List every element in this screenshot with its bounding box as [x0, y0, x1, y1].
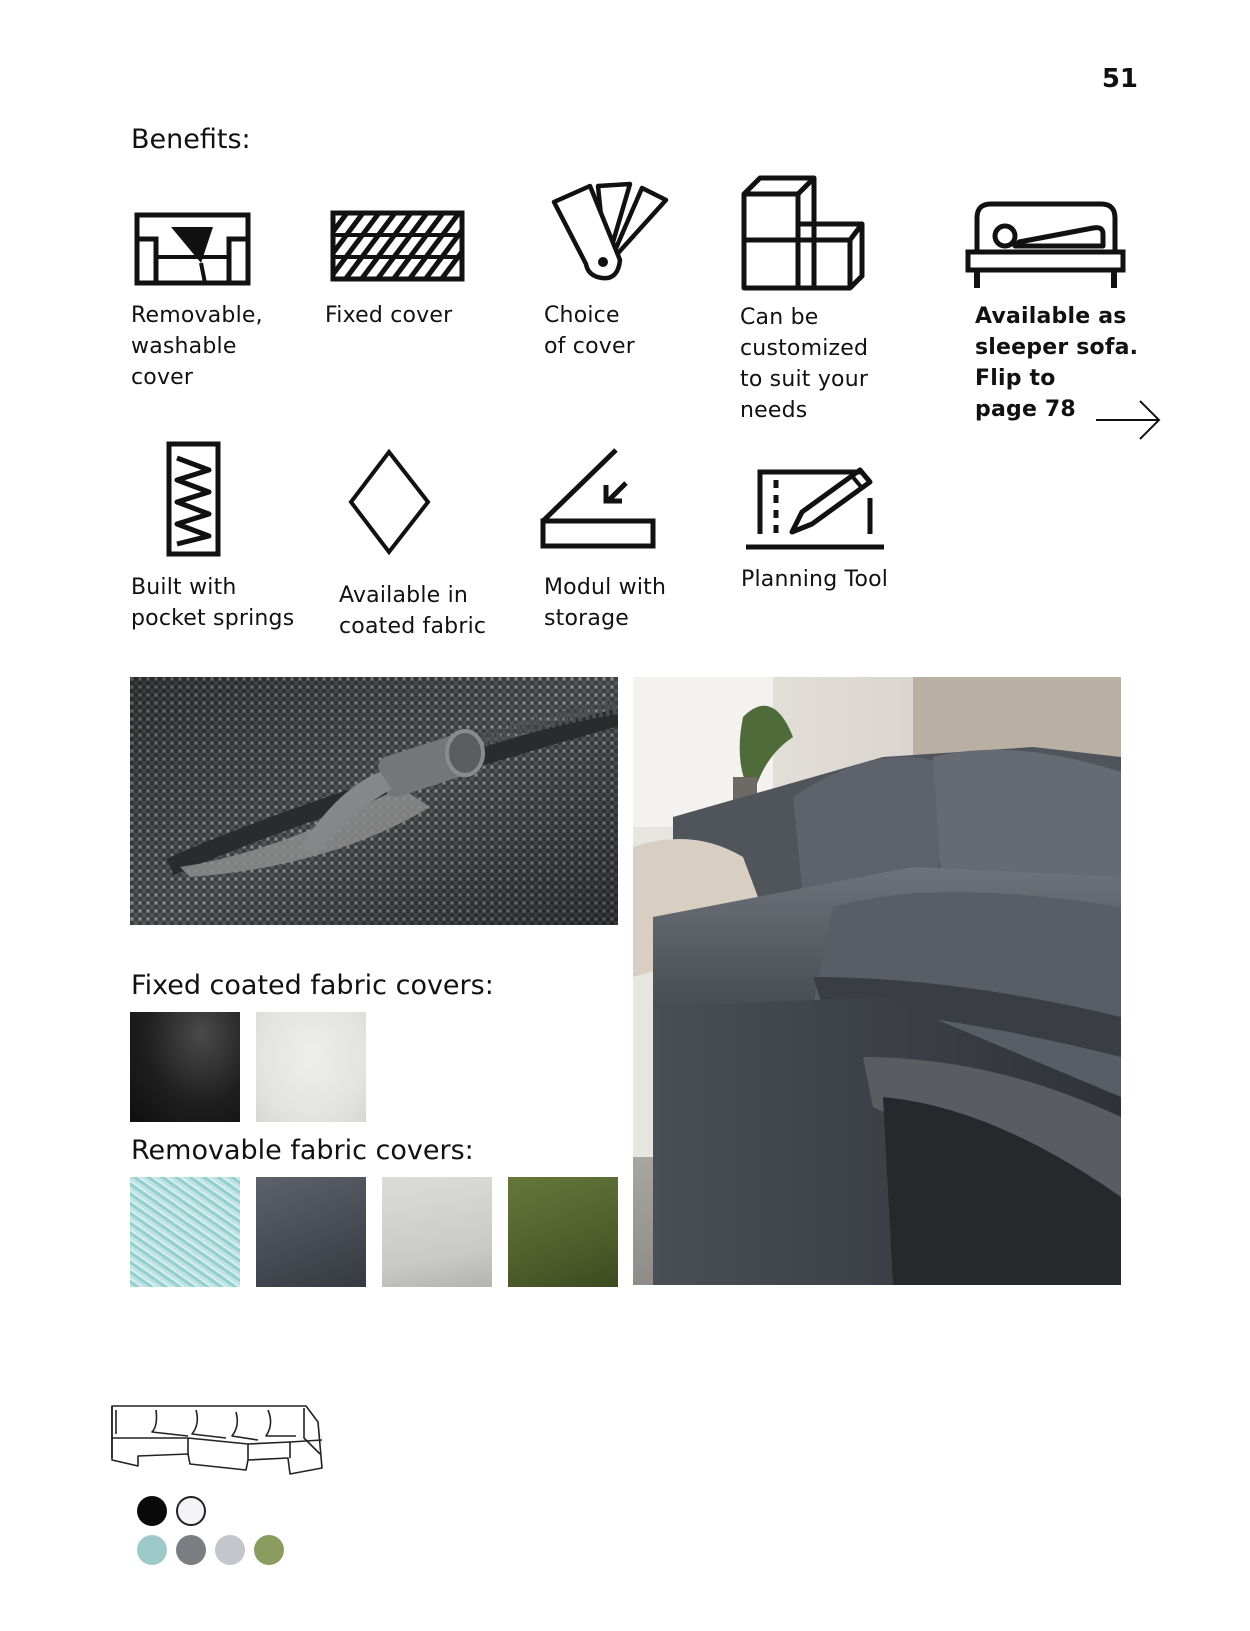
benefit-customizable	[738, 172, 873, 426]
benefits-title: Benefits:	[131, 124, 251, 155]
benefit-pocket-springs	[131, 440, 294, 634]
removable-cover-swatch-dark-grey	[256, 1177, 366, 1287]
benefit-choice-of-cover	[544, 180, 673, 362]
color-dot-dark-grey	[176, 1535, 206, 1565]
fixed-cover-swatch-white	[256, 1012, 366, 1122]
sleeper-bed-icon	[963, 198, 1128, 293]
corner-sofa-illustration	[108, 1398, 328, 1480]
removable-cover-swatch-green	[508, 1177, 618, 1287]
fabric-swatch-fan-icon	[548, 180, 673, 290]
benefit-coated-fabric	[340, 448, 486, 642]
zipper-fabric-photo	[130, 677, 618, 925]
color-dot-light-grey	[215, 1535, 245, 1565]
removable-covers-title: Removable fabric covers:	[131, 1135, 474, 1166]
benefit-sleeper-sofa	[963, 198, 1138, 425]
color-dot-green	[254, 1535, 284, 1565]
benefit-label-coated: Available in coated fabric	[339, 583, 487, 639]
modular-boxes-icon	[738, 172, 873, 297]
storage-lid-icon	[538, 445, 668, 555]
benefit-label-planning: Planning Tool	[741, 567, 889, 592]
benefit-label-choice: Choice of cover	[544, 303, 635, 359]
benefit-label-storage: Modul with storage	[544, 575, 667, 631]
benefit-label-fixed: Fixed cover	[325, 303, 453, 328]
color-dot-turquoise	[137, 1535, 167, 1565]
removable-cover-sofa-icon	[131, 205, 256, 290]
benefit-label-customizable: Can be customized to suit your needs	[740, 305, 869, 423]
sofa-storage-photo	[633, 677, 1121, 1285]
diamond-icon	[340, 448, 450, 558]
benefit-storage	[538, 445, 668, 634]
benefit-label-sleeper: Available as sleeper sofa. Flip to page 78	[975, 304, 1139, 422]
removable-cover-swatch-turquoise	[130, 1177, 240, 1287]
pocket-spring-icon	[131, 440, 231, 560]
benefit-removable-washable-cover	[131, 205, 263, 393]
removable-cover-swatch-light-grey	[382, 1177, 492, 1287]
fixed-cover-sofa-icon	[325, 205, 470, 290]
color-dot-white	[176, 1496, 206, 1526]
page-number: 51	[1101, 64, 1138, 94]
planning-tool-pencil-icon	[742, 462, 887, 554]
arrow-right-icon	[1094, 398, 1164, 442]
benefit-label-removable: Removable, washable cover	[131, 303, 263, 390]
fixed-covers-title: Fixed coated fabric covers:	[131, 970, 494, 1001]
benefit-label-springs: Built with pocket springs	[131, 575, 295, 631]
benefit-fixed-cover	[325, 205, 470, 331]
fixed-cover-swatch-black	[130, 1012, 240, 1122]
benefit-planning-tool	[742, 462, 888, 595]
color-dot-black	[137, 1496, 167, 1526]
